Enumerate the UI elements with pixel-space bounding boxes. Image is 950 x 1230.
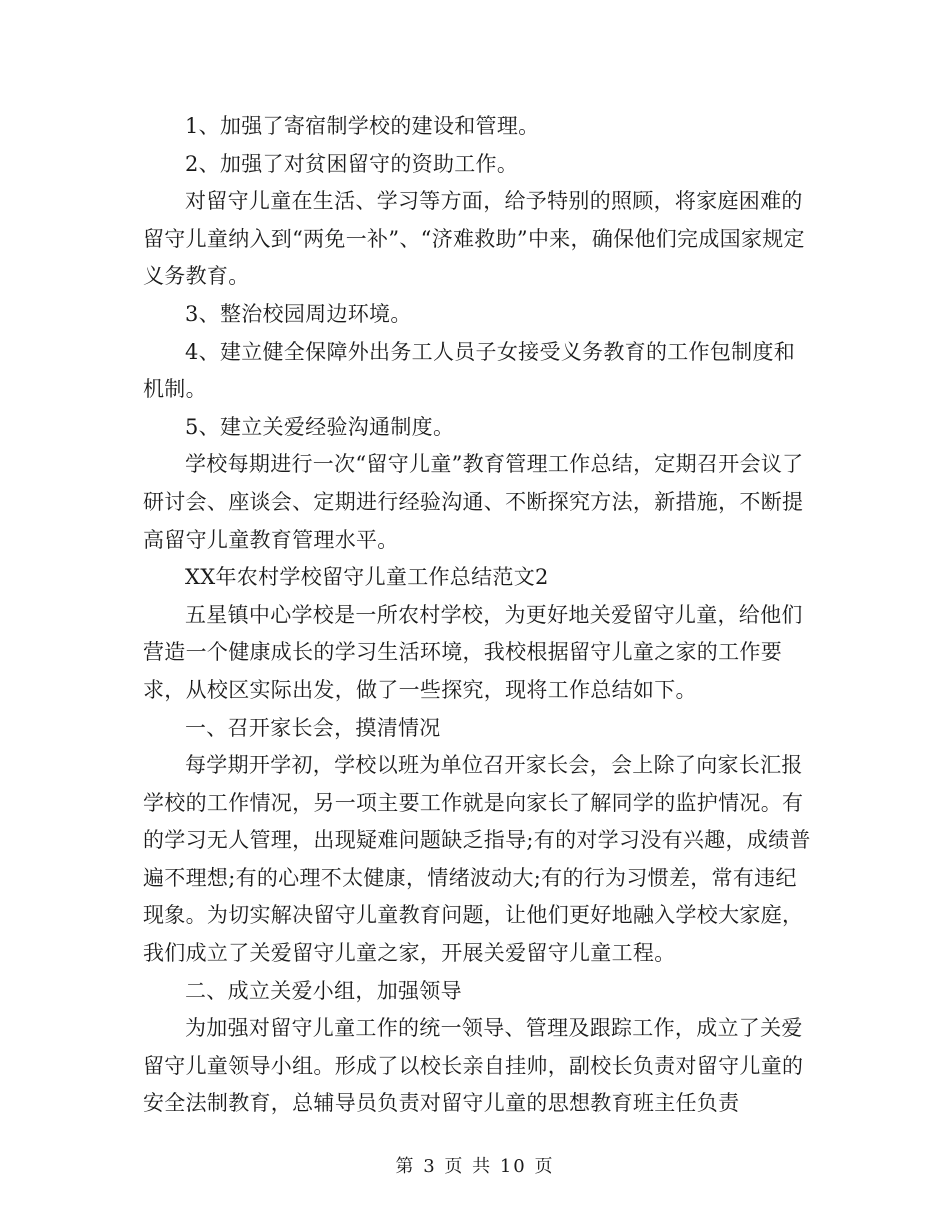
paragraph-11: 每学期开学初，学校以班为单位召开家长会，会上除了向家长汇报学校的工作情况，另一项主要工作就是向家长了解同学的监护情况。有的学习无人管理，出现疑难问题缺乏指导;有的对学习没有兴趣，成绩普遍不理想;有的心理不太健康，情绪波动大;有的行为习惯差，常有违纪现象。为切实解决留守儿童教育问题，让他们更好地融入学校大家庭，我们成立了关爱留守儿童之家，开展关爱留守儿童工程。 (143, 753, 811, 966)
page-footer: 第 3 页 共 10 页 (395, 1156, 555, 1177)
subheading-parent-meeting: 一、召开家长会，摸清情况 (185, 715, 441, 740)
paragraph-4: 3、整治校园周边环境。 (185, 301, 412, 326)
paragraph-5: 4、建立健全保障外出务工人员子女接受义务教育的工作包制度和机制。 (143, 339, 796, 402)
document-body (143, 108, 813, 1123)
section-heading-sample-2: XX年农村学校留守儿童工作总结范文2 (185, 565, 549, 590)
paragraph-2: 2、加强了对贫困留守的资助工作。 (185, 151, 519, 176)
paragraph-9: 五星镇中心学校是一所农村学校，为更好地关爱留守儿童，给他们营造一个健康成长的学习生活环境，我校根据留守儿童之家的工作要求，从校区实际出发，做了一些探究，现将工作总结如下。 (143, 602, 803, 702)
paragraph-6: 5、建立关爱经验沟通制度。 (185, 414, 455, 439)
paragraph-3: 对留守儿童在生活、学习等方面，给予特别的照顾，将家庭困难的留守儿童纳入到“两免一补”、“济难救助”中来，确保他们完成国家规定义务教育。 (143, 189, 805, 289)
paragraph-13: 为加强对留守儿童工作的统一领导、管理及跟踪工作，成立了关爱留守儿童领导小组。形成了以校长亲自挂帅，副校长负责对留守儿童的安全法制教育，总辅导员负责对留守儿童的思想教育班主任负责 (143, 1016, 804, 1116)
subheading-care-group: 二、成立关爱小组，加强领导 (185, 978, 462, 1003)
paragraph-7: 学校每期进行一次“留守儿童”教育管理工作总结，定期召开会议了研讨会、座谈会、定期进行经验沟通、不断探究方法，新措施，不断提高留守儿童教育管理水平。 (143, 452, 804, 552)
paragraph-1: 1、加强了寄宿制学校的建设和管理。 (185, 114, 540, 138)
